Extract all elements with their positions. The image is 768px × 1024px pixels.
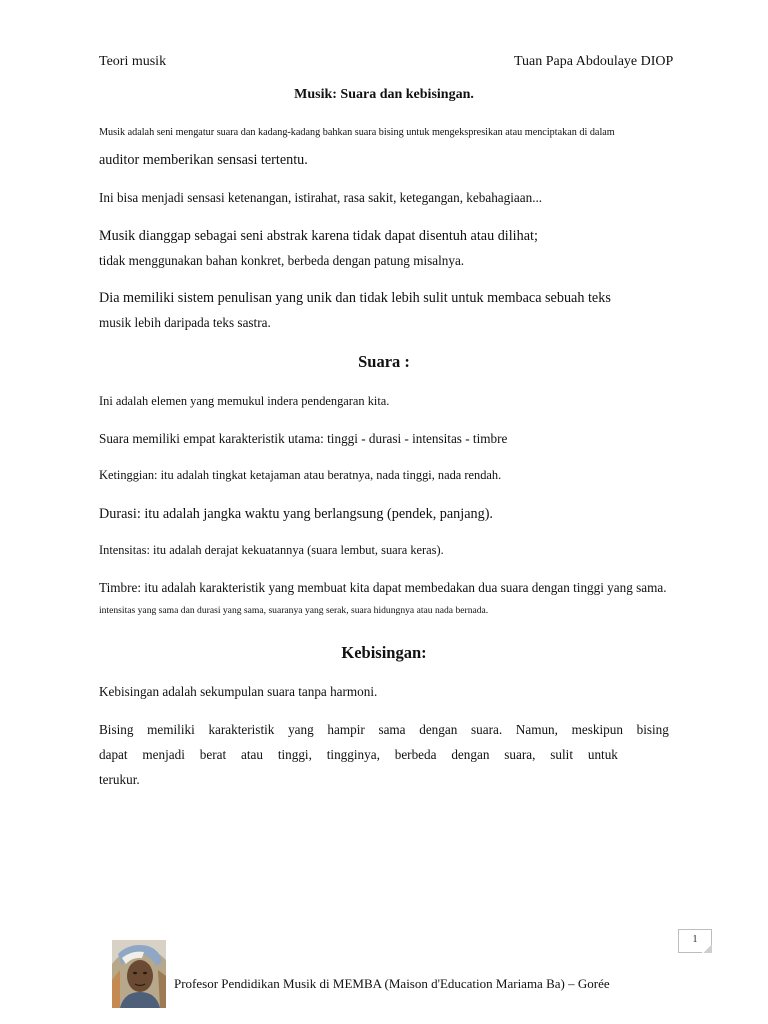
intro-paragraph-2: Ini bisa menjadi sensasi ketenangan, istirahat, rasa sakit, ketegangan, kebahagiaan...	[99, 190, 543, 205]
justified-word: suara,	[504, 747, 536, 762]
header-right-text: Tuan Papa Abdoulaye DIOP	[514, 54, 674, 69]
intro-paragraph-4-line-2: musik lebih daripada teks sastra.	[99, 315, 271, 330]
justified-word: dapat	[99, 747, 128, 762]
suara-paragraph-6-line-1: Timbre: itu adalah karakteristik yang membuat kita dapat membedakan dua suara dengan tinggi yang sama.	[99, 580, 667, 595]
justified-word: bising	[636, 722, 669, 737]
justified-word: sama	[378, 722, 406, 737]
justified-word: yang	[288, 722, 314, 737]
section-heading-suara: Suara :	[358, 352, 410, 371]
page-number-box	[678, 929, 712, 953]
justified-word: untuk	[587, 747, 618, 762]
intro-line-2: auditor memberikan sensasi tertentu.	[99, 152, 308, 168]
justified-word: dengan	[451, 747, 490, 762]
suara-paragraph-5: Intensitas: itu adalah derajat kekuatannya (suara lembut, suara keras).	[99, 543, 444, 557]
justified-word: memiliki	[147, 722, 195, 737]
kebisingan-paragraph-1: Kebisingan adalah sekumpulan suara tanpa harmoni.	[99, 684, 378, 699]
suara-paragraph-3: Ketinggian: itu adalah tingkat ketajaman atau beratnya, nada tinggi, nada rendah.	[99, 468, 502, 482]
justified-word: berat	[199, 747, 227, 762]
kebisingan-paragraph-2-line-3: terukur.	[99, 772, 140, 787]
justified-word: atau	[240, 747, 263, 762]
document-title: Musik: Suara dan kebisingan.	[294, 87, 474, 102]
justified-word: berbeda	[394, 747, 437, 762]
suara-paragraph-1: Ini adalah elemen yang memukul indera pendengaran kita.	[99, 394, 390, 408]
suara-paragraph-6-line-2: intensitas yang sama dan durasi yang sama, suaranya yang serak, suara hidungnya atau nada bernada.	[99, 605, 489, 616]
intro-paragraph-3-line-2: tidak menggunakan bahan konkret, berbeda dengan patung misalnya.	[99, 253, 465, 268]
justified-word: Bising	[99, 722, 134, 737]
justified-word: meskipun	[571, 722, 623, 737]
justified-word: tingginya,	[326, 747, 380, 762]
justified-word: karakteristik	[208, 722, 275, 737]
justified-word: dengan	[419, 722, 458, 737]
intro-line-1: Musik adalah seni mengatur suara dan kadang-kadang bahkan suara bising untuk mengekspresikan atau menciptakan di dalam	[99, 127, 615, 138]
justified-word: hampir	[327, 722, 365, 737]
justified-word: sulit	[550, 747, 573, 762]
page-curl-icon	[702, 945, 712, 953]
justified-word: suara.	[471, 722, 503, 737]
intro-paragraph-3-line-1: Musik dianggap sebagai seni abstrak karena tidak dapat disentuh atau dilihat;	[99, 228, 538, 244]
section-heading-kebisingan: Kebisingan:	[341, 643, 427, 662]
justified-word: tinggi,	[277, 747, 312, 762]
page-number: 1	[692, 934, 698, 945]
justified-word: Namun,	[515, 722, 558, 737]
kebisingan-paragraph-2-line-2	[99, 747, 618, 763]
kebisingan-paragraph-2-line-1	[99, 722, 669, 738]
intro-paragraph-4-line-1: Dia memiliki sistem penulisan yang unik dan tidak lebih sulit untuk membaca sebuah teks	[99, 290, 611, 306]
justified-word: menjadi	[142, 747, 185, 762]
footer-text: Profesor Pendidikan Musik di MEMBA (Maison d'Education Mariama Ba) – Gorée	[174, 976, 610, 991]
suara-paragraph-4: Durasi: itu adalah jangka waktu yang berlangsung (pendek, panjang).	[99, 506, 493, 522]
author-photo	[112, 940, 166, 1008]
suara-paragraph-2: Suara memiliki empat karakteristik utama: tinggi - durasi - intensitas - timbre	[99, 431, 508, 446]
header-left-text: Teori musik	[99, 54, 167, 69]
